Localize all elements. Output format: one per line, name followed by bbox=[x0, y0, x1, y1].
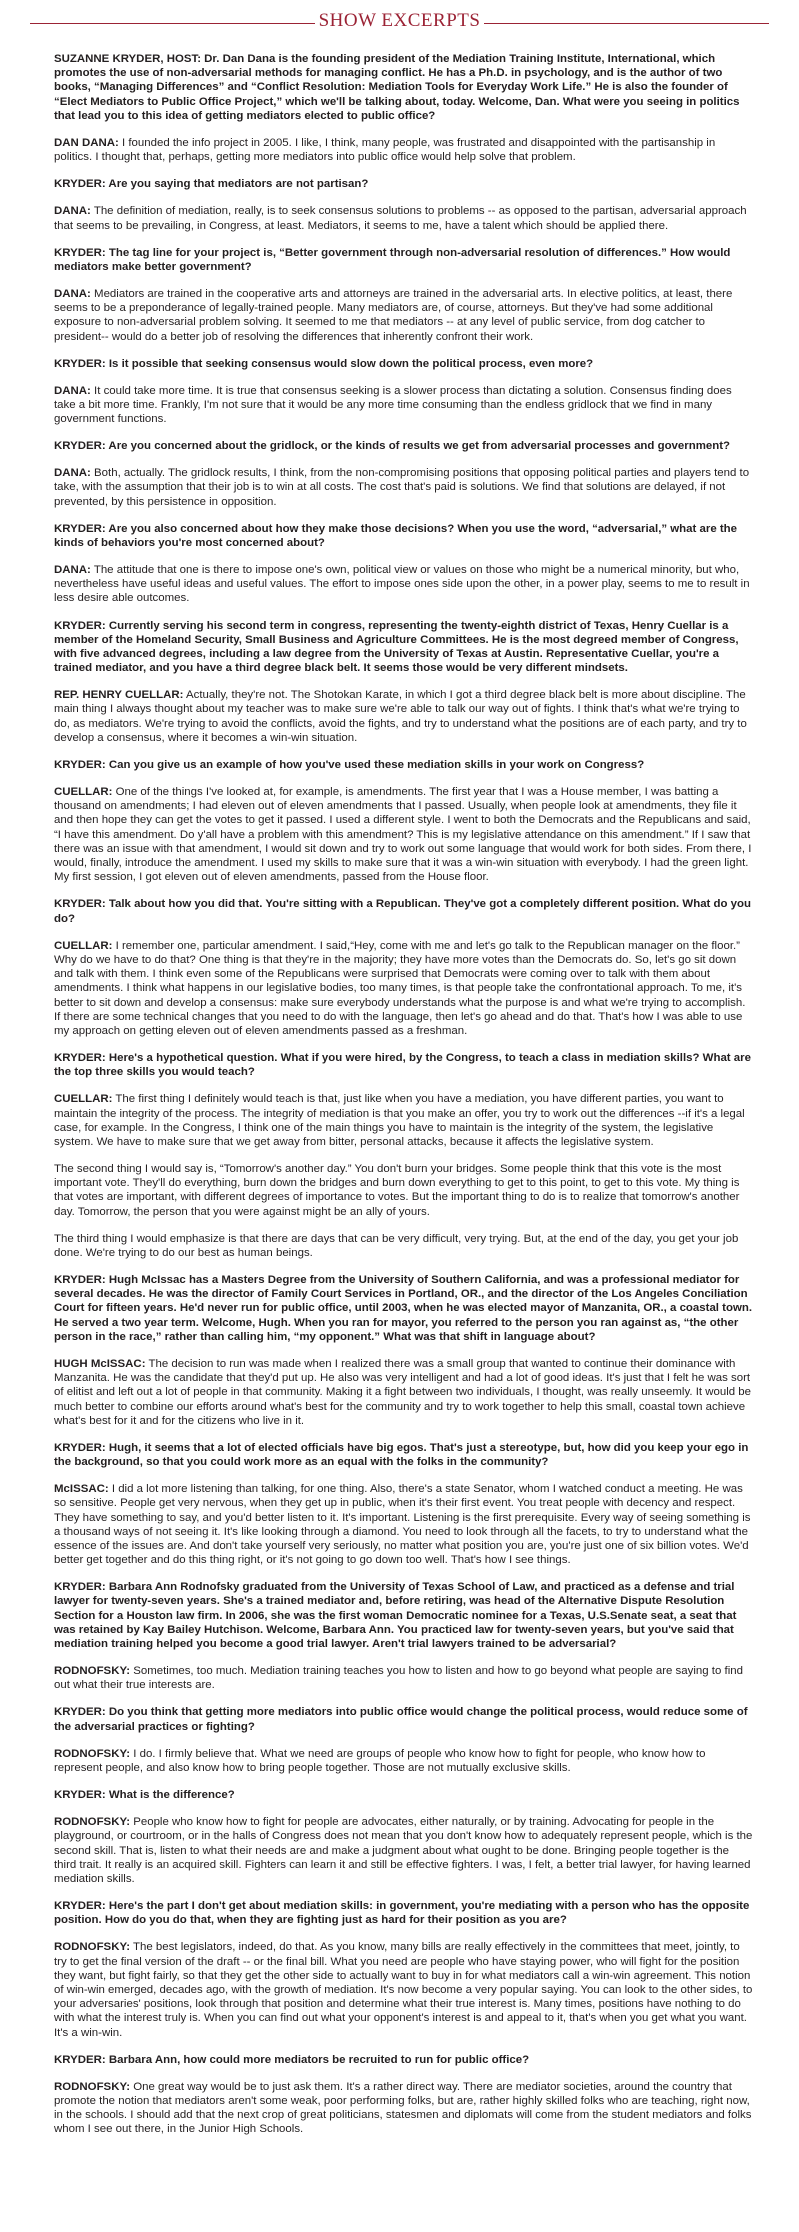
speaker-name: DANA: bbox=[54, 384, 91, 397]
host-question-paragraph bbox=[54, 357, 754, 371]
host-question-paragraph bbox=[54, 1273, 754, 1344]
guest-answer-paragraph bbox=[54, 1940, 754, 2039]
guest-answer-paragraph bbox=[54, 688, 754, 745]
host-question-paragraph bbox=[54, 1441, 754, 1469]
paragraph-text: Mediators are trained in the cooperative arts and attorneys are trained in the adversarial arts. In elective politics, at least, there seems to be a preponderance of legally-trained people. Many mediators are, of course, attorneys. But they've had some additional exposure to non-adversarial problem solving. It seemed to me that mediators -- at any level of public service, from dog catcher to president-- would do a better job of resolving the differences that inherently confront their work. bbox=[54, 287, 733, 343]
host-question-paragraph bbox=[54, 1899, 754, 1927]
speaker-name: DAN DANA: bbox=[54, 136, 119, 149]
host-question-paragraph bbox=[54, 758, 754, 772]
guest-answer-paragraph bbox=[54, 1232, 754, 1260]
paragraph-text: KRYDER: Currently serving his second term in congress, representing the twenty-eighth district of Texas, Henry Cuellar is a member of the Homeland Security, Small Business and Agriculture Committees. He is the most degreed member of Congress, with five advanced degrees, including a law degree from the University of Texas at Austin. Representative Cuellar, you're a trained mediator, and you have a third degree black belt. It seems those would be very different mindsets. bbox=[54, 619, 739, 675]
guest-answer-paragraph bbox=[54, 287, 754, 344]
guest-answer-paragraph bbox=[54, 563, 754, 606]
paragraph-text: KRYDER: Are you saying that mediators are not partisan? bbox=[54, 178, 369, 191]
paragraph-text: The third thing I would emphasize is that there are days that can be very difficult, very trying. But, at the end of the day, you get your job done. We're trying to do our best as human beings. bbox=[54, 1232, 739, 1259]
host-question-paragraph bbox=[54, 439, 754, 453]
show-excerpts-header bbox=[30, 8, 769, 36]
speaker-name: RODNOFSKY: bbox=[54, 1816, 131, 1829]
paragraph-text: KRYDER: Is it possible that seeking consensus would slow down the political process, even more? bbox=[54, 357, 594, 370]
paragraph-text: It could take more time. It is true that consensus seeking is a slower process than dictating a solution. Consensus finding does take a bit more time. Frankly, I'm not sure that it would be any more time consuming than the endless gridlock that we find in many government functions. bbox=[54, 384, 732, 426]
host-question-paragraph bbox=[54, 897, 754, 925]
speaker-name: DANA: bbox=[54, 205, 91, 218]
paragraph-text: KRYDER: The tag line for your project is, “Better government through non-adversarial resolution of differences.” How would mediators make better government? bbox=[54, 246, 731, 273]
host-question-paragraph bbox=[54, 246, 754, 274]
guest-answer-paragraph bbox=[54, 1162, 754, 1219]
paragraph-text: KRYDER: What is the difference? bbox=[54, 1789, 235, 1802]
guest-answer-paragraph bbox=[54, 1357, 754, 1428]
speaker-name: DANA: bbox=[54, 467, 91, 480]
paragraph-text: The second thing I would say is, “Tomorrow's another day.” You don't burn your bridges. Some people think that this vote is the most important vote. They'll do everything, burn down the bridges and burn down everything to get to this point, to get to this vote. My thing is that votes are important, with different degrees of importance to votes. But the important thing to do is to realize that tomorrow's another day. Tomorrow, the person that you were against might be an ally of yours. bbox=[54, 1163, 740, 1218]
guest-answer-paragraph bbox=[54, 384, 754, 427]
speaker-name: REP. HENRY CUELLAR: bbox=[54, 689, 184, 702]
host-question-paragraph bbox=[54, 1788, 754, 1802]
host-question-paragraph bbox=[54, 1705, 754, 1733]
guest-answer-paragraph bbox=[54, 785, 754, 884]
paragraph-text: I founded the info project in 2005. I like, I think, many people, was frustrated and disappointed with the partisanship in politics. I thought that, perhaps, getting more mediators into public office would help solve that problem. bbox=[54, 136, 716, 164]
speaker-name: RODNOFSKY: bbox=[54, 2080, 131, 2093]
transcript-body bbox=[54, 52, 754, 2149]
paragraph-text: KRYDER: Can you give us an example of how you've used these mediation skills in your work on Congress? bbox=[54, 758, 645, 771]
host-question-paragraph bbox=[54, 52, 754, 123]
guest-answer-paragraph bbox=[54, 1092, 754, 1149]
paragraph-text: KRYDER: Are you concerned about the gridlock, or the kinds of results we get from adversarial processes and government? bbox=[54, 440, 731, 453]
host-question-paragraph bbox=[54, 1051, 754, 1079]
speaker-name: RODNOFSKY: bbox=[54, 1665, 131, 1678]
paragraph-text: KRYDER: Are you also concerned about how they make those decisions? When you use the word, “adversarial,” what are the kinds of behaviors you're most concerned about? bbox=[54, 522, 738, 549]
speaker-name: CUELLAR: bbox=[54, 939, 113, 952]
paragraph-text: KRYDER: Hugh McIssac has a Masters Degree from the University of Southern California, and was a professional mediator for several decades. He was the director of Family Court Services in Portland, OR., and the director of the Los Angeles Conciliation Court for fifteen years. He'd never run for public office, until 2003, when he was elected mayor of Manzanita, OR., a coastal town. He served a two year term. Welcome, Hugh. When you ran for mayor, you referred to the person you ran against as, “the other person in the race,” rather than calling him, “my opponent.” What was that shift in language about? bbox=[54, 1274, 753, 1343]
paragraph-text: Actually, they're not. The Shotokan Karate, in which I got a third degree black belt is more about discipline. The main thing I always thought about my teacher was to make sure we're able to talk our way out of fights. I think that's what we're trying to do, as mediators. We're trying to avoid the conflicts, avoid the fights, and try to understand what the positions are of each party, and try to develop a consensus, where it becomes a win-win situation. bbox=[54, 689, 747, 744]
speaker-name: McISSAC: bbox=[54, 1483, 109, 1496]
guest-answer-paragraph bbox=[54, 204, 754, 232]
speaker-name: RODNOFSKY: bbox=[54, 1747, 131, 1760]
paragraph-text: The best legislators, indeed, do that. As you know, many bills are really effectively in the committees that meet, jointly, to try to get the final version of the draft -- or the final bill. What you need are people who have staying power, who will fight for the position they want, but fight fairly, so that they get the other side to actually want to buy in for what mediators call a win-win agreement. This notion of win-win emerged, decades ago, with the growth of mediation. It's now become a very popular saying. You can look to the other sides, to your adversaries' positions, look through that position and determine what their true interest is. Many times, positions have nothing to do with what the interest truly is. When you can find out what your opponent's interest is and appeal to it, that's when you get what you want. It's a win-win. bbox=[54, 1941, 753, 2039]
paragraph-text: Both, actually. The gridlock results, I think, from the non-compromising positions that opposing political parties and players tend to take, with the assumption that their job is to win at all costs. The cost that's paid is solutions. We find that solutions are delayed, if not prevented, by this persistence in opposition. bbox=[54, 467, 750, 508]
guest-answer-paragraph bbox=[54, 939, 754, 1038]
guest-answer-paragraph bbox=[54, 466, 754, 509]
paragraph-text: KRYDER: Here's a hypothetical question. What if you were hired, by the Congress, to teach a class in mediation skills? What are the top three skills you would teach? bbox=[54, 1052, 751, 1079]
paragraph-text: I do. I firmly believe that. What we need are groups of people who know how to fight for people, who know how to represent people, and also know how to bring people together. Those are not mutually exclusive skills. bbox=[54, 1747, 706, 1774]
paragraph-text: KRYDER: Barbara Ann Rodnofsky graduated from the University of Texas School of Law, and practiced as a defense and trial lawyer for twenty-seven years. She's a trained mediator and, before retiring, was head of the Alternative Dispute Resolution Section for a Houston law firm. In 2006, she was the first woman Democratic nominee for a Texas, U.S.Senate seat, a seat that was retained by Kay Bailey Hutchison. Welcome, Barbara Ann. You practiced law for twenty-seven years, but you've said that mediation training helped you become a good trial lawyer. Aren't trial lawyers trained to be adversarial? bbox=[54, 1581, 737, 1651]
paragraph-text: The attitude that one is there to impose one's own, political view or values on those who might be a numerical minority, but who, nevertheless have useful ideas and useful values. The effort to impose ones side upon the other, in a power play, seems to me to result in less desire able outcomes. bbox=[54, 564, 750, 605]
host-question-paragraph bbox=[54, 177, 754, 191]
paragraph-text: Sometimes, too much. Mediation training teaches you how to listen and how to go beyond what people are saying to find out what their true interests are. bbox=[54, 1665, 743, 1692]
paragraph-text: The definition of mediation, really, is to seek consensus solutions to problems -- as opposed to the partisan, adversarial approach that seems to be prevailing, in Congress, at least. Mediators, it seems to me, have a talent which should be applied there. bbox=[54, 205, 747, 232]
paragraph-text: KRYDER: Talk about how you did that. You're sitting with a Republican. They've got a completely different position. What do you do? bbox=[54, 898, 752, 925]
paragraph-text: People who know how to fight for people are advocates, either naturally, or by training. Advocating for people in the playground, or courtroom, or in the halls of Congress does not mean that you don't know how to adequately represent people, which is the second skill. That is, listen to what their needs are and make a judgment about what ought to be done. Bringing people together is the third trait. It really is an acquired skill. Fighters can learn it and still be effective fighters. I was, I felt, a better trial lawyer, for having learned mediation skills. bbox=[54, 1816, 753, 1885]
guest-answer-paragraph bbox=[54, 1747, 754, 1775]
paragraph-text: KRYDER: Barbara Ann, how could more mediators be recruited to run for public office? bbox=[54, 2053, 530, 2066]
paragraph-text: KRYDER: Hugh, it seems that a lot of elected officials have big egos. That's just a stereotype, but, how did you keep your ego in the background, so that you could work more as an equal with the folks in the community? bbox=[54, 1441, 749, 1469]
header-rule-right bbox=[484, 23, 769, 24]
speaker-name: DANA: bbox=[54, 287, 91, 300]
guest-answer-paragraph bbox=[54, 2080, 754, 2137]
paragraph-text: KRYDER: Here's the part I don't get about mediation skills: in government, you're mediating with a person who has the opposite position. How do you do that, when they are fighting just as hard for their position as you are? bbox=[54, 1900, 750, 1927]
host-question-paragraph bbox=[54, 619, 754, 676]
section-title: SHOW EXCERPTS bbox=[318, 10, 481, 31]
host-question-paragraph bbox=[54, 2053, 754, 2067]
paragraph-text: The decision to run was made when I realized there was a small group that wanted to continue their dominance with Manzanita. He was the candidate that they'd put up. He also was very intelligent and had a lot of good ideas. It's just that I felt he was sort of elitist and left out a lot of people in that community. Making it a fight between two individuals, I thought, was really unseemly. It would be much better to combine our efforts around what's best for the community and try to work together to help this small, coastal town achieve what's best for it and for the citizens who live in it. bbox=[54, 1357, 752, 1427]
paragraph-text: The first thing I definitely would teach is that, just like when you have a mediation, you have different parties, you want to maintain the integrity of the process. The integrity of mediation is that you make an offer, you try to work out the differences --if it's a legal case, for example. In the Congress, I think one of the main things you have to maintain is the integrity of the system, the legislative system. We have to make sure that we get away from bitter, personal attacks, because it affects the legislative system. bbox=[54, 1093, 745, 1148]
paragraph-text: I remember one, particular amendment. I said,“Hey, come with me and let's go talk to the Republican manager on the floor.” Why do we have to do that? One thing is that they're in the majority; they have more votes than the Democrats do. So, let's go sit down and talk with them. I think even some of the Republicans were surprised that Democrats were coming over to talk with them about amendments. I think what happens in our legislative bodies, too many times, is that people take the confrontational approach. To me, it's better to sit down and develop a consensus: make sure everybody understands what the purpose is and what we're trying to accomplish. If there are some technical changes that you need to do with the language, then let's go ahead and do that. That's how I was able to use my approach on getting eleven out of eleven amendments passed as a freshman. bbox=[54, 939, 746, 1037]
guest-answer-paragraph bbox=[54, 1815, 754, 1886]
speaker-name: RODNOFSKY: bbox=[54, 1941, 131, 1954]
guest-answer-paragraph bbox=[54, 1664, 754, 1692]
speaker-name: HUGH McISSAC: bbox=[54, 1357, 146, 1370]
host-question-paragraph bbox=[54, 522, 754, 550]
paragraph-text: KRYDER: Do you think that getting more mediators into public office would change the political process, would reduce some of the adversarial practices or fighting? bbox=[54, 1706, 748, 1733]
host-question-paragraph bbox=[54, 1580, 754, 1651]
guest-answer-paragraph bbox=[54, 136, 754, 164]
paragraph-text: One of the things I've looked at, for example, is amendments. The first year that I was a House member, I was batting a thousand on amendments; I had eleven out of eleven amendments that I passed. Usually, when people look at amendments, they file it and then hope they can get the votes to get it passed. I used a different style. I went to both the Democrats and the Republicans and said, “I have this amendment. Do y'all have a problem with this amendment? This is my legislative attendance on this amendment.” If I saw that there was an issue with that amendment, I would sit down and try to work out some language that would work for both sides. From there, I would, finally, introduce the amendment. I used my skills to make sure that it was a win-win situation with everybody. I had the green light. My first session, I got eleven out of eleven amendments, passed from the House floor. bbox=[54, 786, 752, 884]
speaker-name: DANA: bbox=[54, 564, 91, 577]
speaker-name: CUELLAR: bbox=[54, 786, 113, 799]
speaker-name: CUELLAR: bbox=[54, 1093, 113, 1106]
paragraph-text: One great way would be to just ask them. It's a rather direct way. There are mediator societies, around the country that promote the notion that mediators aren't some weak, poor performing folks, but are, rather highly skilled folks who are teaching, right now, in the schools. I should add that the next crop of great politicians, statesmen and diplomats will come from the student mediators and folks whom I see out there, in the Junior High Schools. bbox=[54, 2080, 752, 2136]
paragraph-text: I did a lot more listening than talking, for one thing. Also, there's a state Senator, whom I watched conduct a meeting. He was so sensitive. People get very nervous, when they get up in public, when it's their first event. You treat people with decency and respect. They have something to say, and you'd better listen to it. It's important. Listening is the first prerequisite. Every way of seeing something is a thousand ways of not seeing it. It's like looking through a diamond. You need to look through all the facets, to try to understand what the essence of the issues are. And don't take yourself very seriously, no matter what position you are, you're just one of six billion votes. We'd better get together and do this thing right, or it's not going to go down too well. That's how I see things. bbox=[54, 1483, 751, 1567]
guest-answer-paragraph bbox=[54, 1482, 754, 1567]
paragraph-text: SUZANNE KRYDER, HOST: Dr. Dan Dana is the founding president of the Mediation Training Institute, International, which promotes the use of non-adversarial methods for managing conflict. He has a Ph.D. in psychology, and is the author of two books, “Managing Differences” and “Conflict Resolution: Mediation Tools for Everyday Work Life.” He is also the founder of “Elect Mediators to Public Office Project,” which we'll be talking about, today. Welcome, Dan. What were you seeing in politics that lead you to this idea of getting mediators elected to public office? bbox=[54, 53, 740, 122]
